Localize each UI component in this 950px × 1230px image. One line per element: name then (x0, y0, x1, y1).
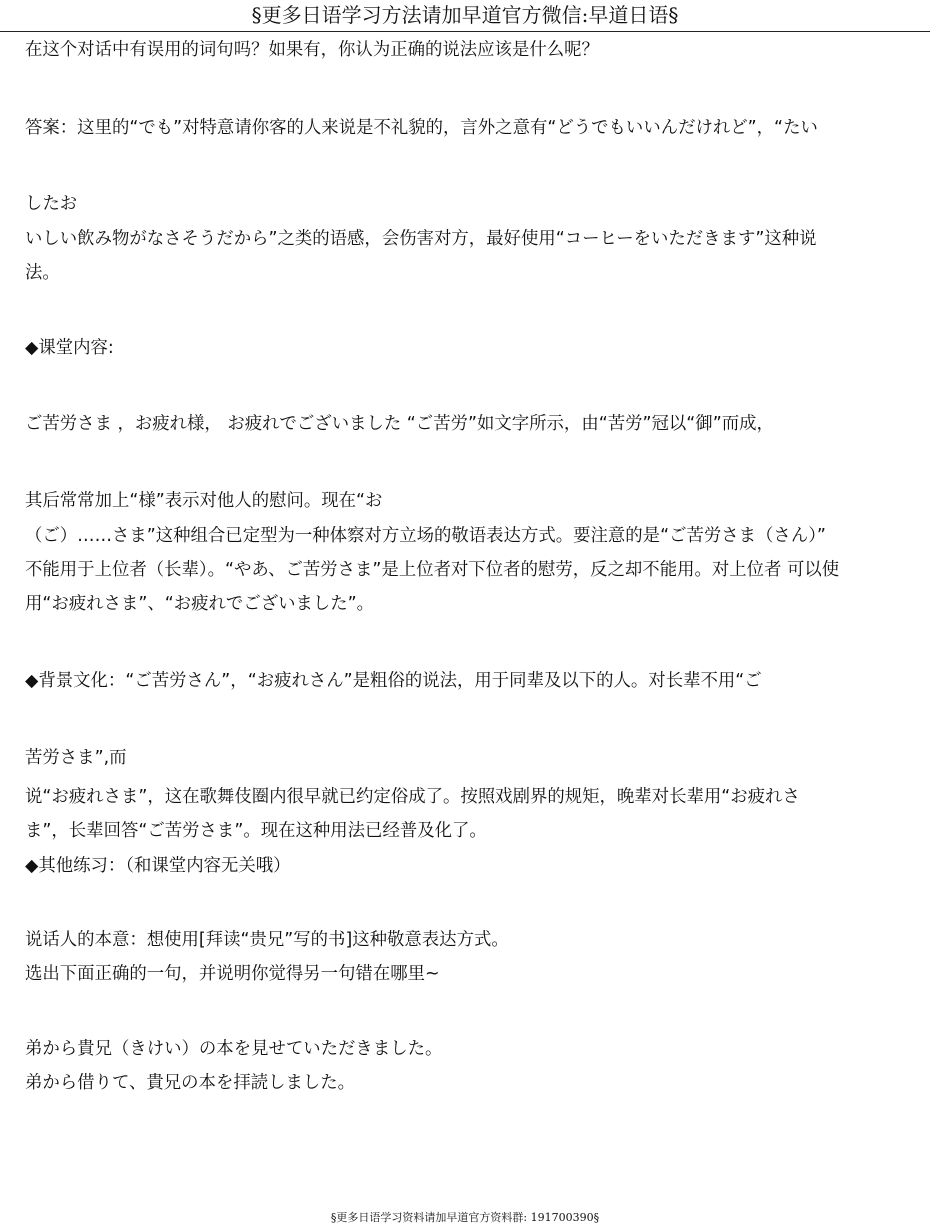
section-heading-lesson: ◆课堂内容: (25, 338, 114, 358)
answer-line: したお (25, 194, 78, 214)
answer-line: いしい飲み物がなさそうだから”之类的语感，会伤害对方，最好使用“コーヒーをいただきます”这种说 (25, 229, 817, 249)
page-header: §更多日语学习方法请加早道官方微信:早道日语§ (0, 0, 930, 32)
exercise-option: 弟から貴兄（きけい）の本を見せていただきました。 (25, 1039, 443, 1059)
section-heading-exercise: ◆其他练习：（和课堂内容无关哦） (25, 856, 291, 876)
lesson-line: 用“お疲れさま”、“お疲れでございました”。 (25, 594, 375, 614)
background-culture-line: 说“お疲れさま”，这在歌舞伎圈内很早就已约定俗成了。按照戏剧界的规矩，晚辈对长辈用“お疲れさ (25, 787, 800, 807)
exercise-option: 弟から借りて、貴兄の本を拝読しました。 (25, 1073, 356, 1093)
background-culture-line: 苦労さま”,而 (25, 748, 127, 768)
background-culture-line: ま”，长辈回答“ご苦労さま”。现在这种用法已经普及化了。 (25, 821, 487, 841)
question-line: 在这个对话中有误用的词句吗？如果有，你认为正确的说法应该是什么呢？ (25, 40, 599, 60)
lesson-line: ご苦労さま ，お疲れ様， お疲れでございました “ご苦労”如文字所示，由“苦労”冠以“御”而成， (25, 414, 774, 434)
page-footer: §更多日语学习资料请加早道官方资料群: 191700390§ (330, 1211, 600, 1224)
answer-line: 答案：这里的“でも”对特意请你客的人来说是不礼貌的，言外之意有“どうでもいいんだけれど”，“たい (25, 118, 818, 138)
lesson-line: 不能用于上位者（长辈）。“やあ、ご苦労さま”是上位者对下位者的慰劳，反之却不能用。对上位者 可以使 (25, 560, 840, 580)
exercise-line: 说话人的本意：想使用[拜读“贵兄”写的书]这种敬意表达方式。 (25, 930, 509, 950)
lesson-line: 其后常常加上“様”表示对他人的慰问。现在“お (25, 491, 383, 511)
lesson-line: （ご）……さま”这种组合已定型为一种体察对方立场的敬语表达方式。要注意的是“ご苦労さま（さん）” (25, 526, 826, 546)
answer-line: 法。 (25, 263, 60, 283)
exercise-line: 选出下面正确的一句，并说明你觉得另一句错在哪里~ (25, 964, 440, 984)
background-culture-line: ◆背景文化：“ご苦労さん”，“お疲れさん”是粗俗的说法，用于同辈及以下的人。对长辈不用“ご (25, 671, 762, 691)
